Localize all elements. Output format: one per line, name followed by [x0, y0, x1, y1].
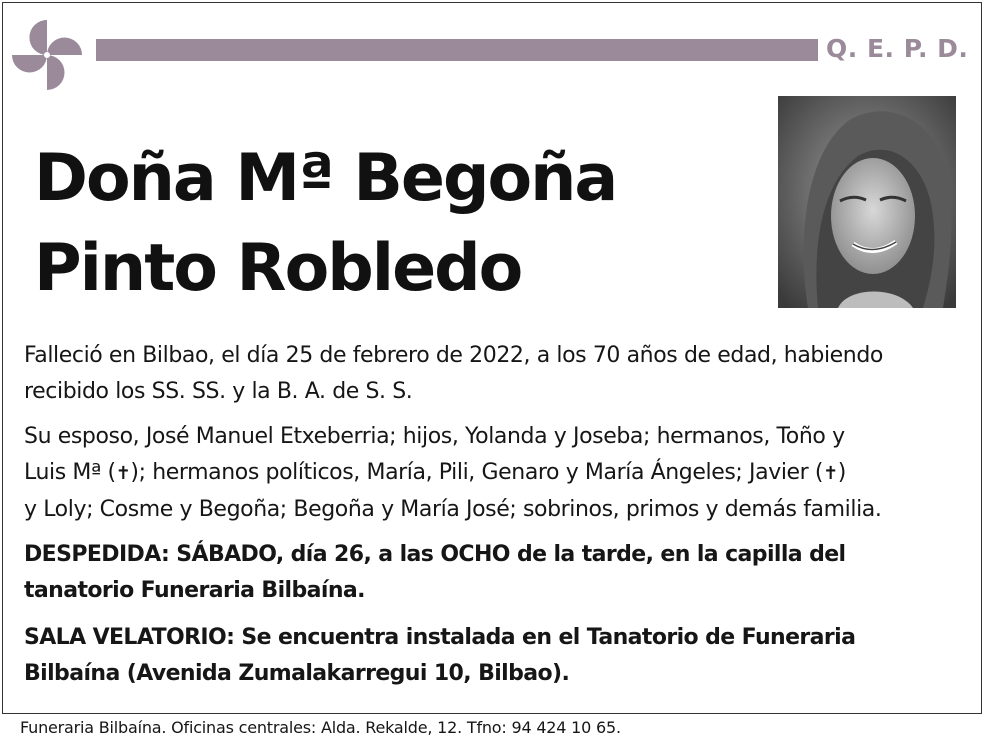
portrait-photo: [778, 96, 956, 308]
text-line: Falleció en Bilbao, el día 25 de febrero de 2022, a los 70 años de edad, habiendo: [24, 343, 883, 368]
name-line-2: Pinto Robledo: [34, 231, 522, 306]
qepd-label: Q. E. P. D.: [826, 34, 969, 63]
family-list: [24, 419, 959, 528]
deceased-name: [34, 134, 616, 314]
lauburu-icon: [6, 14, 88, 96]
text-segment: ): [837, 460, 846, 485]
text-line: recibido los SS. SS. y la B. A. de S. S.: [24, 379, 413, 404]
text-segment: Luis Mª (: [24, 460, 116, 485]
text-segment: ); hermanos políticos, María, Pili, Genaro y María Ángeles; Javier (: [130, 460, 824, 485]
text-line: SALA VELATORIO: Se encuentra instalada en el Tanatorio de Funeraria: [24, 625, 856, 650]
funeral-home-footer: Funeraria Bilbaína. Oficinas centrales: Alda. Rekalde, 12. Tfno: 94 424 10 65.: [20, 718, 621, 737]
wake-room-info: [24, 620, 959, 692]
farewell-info: [24, 537, 959, 609]
cross-icon: ✝: [115, 463, 131, 484]
text-line: tanatorio Funeraria Bilbaína.: [24, 578, 365, 603]
text-line: Bilbaína (Avenida Zumalakarregui 10, Bilbao).: [24, 661, 570, 686]
text-line: Su esposo, José Manuel Etxeberria; hijos, Yolanda y Joseba; hermanos, Toño y: [24, 424, 845, 449]
text-line: [24, 455, 959, 492]
cross-icon: ✝: [823, 463, 838, 484]
death-statement: [24, 338, 959, 410]
text-line: y Loly; Cosme y Begoña; Begoña y María José; sobrinos, primos y demás familia.: [24, 497, 882, 522]
name-line-1: Doña Mª Begoña: [34, 141, 617, 216]
header-bar: [96, 39, 818, 61]
text-line: DESPEDIDA: SÁBADO, día 26, a las OCHO de la tarde, en la capilla del: [24, 542, 846, 567]
